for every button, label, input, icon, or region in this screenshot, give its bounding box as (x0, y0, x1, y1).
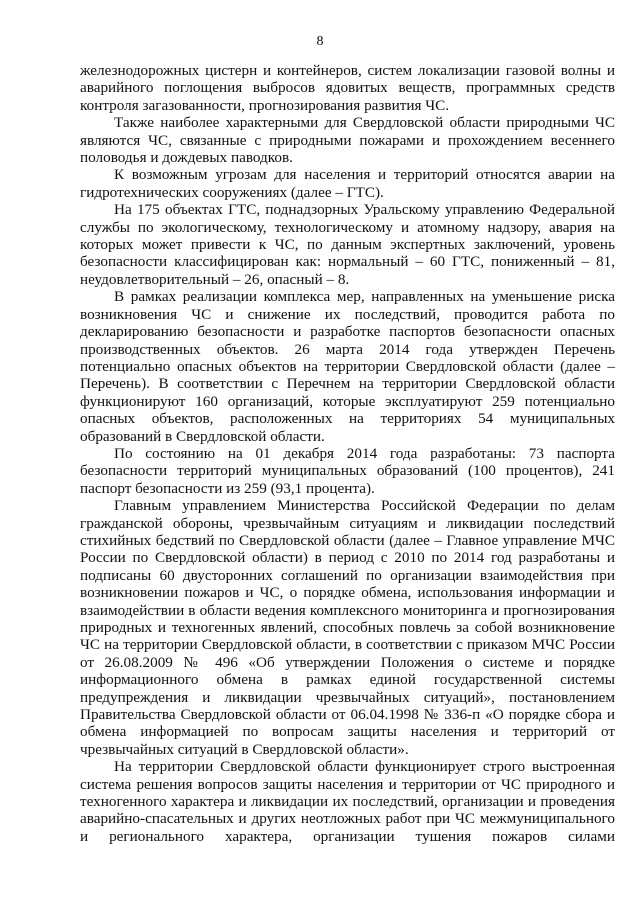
paragraph-gts-objects: На 175 объектах ГТС, поднадзорных Уральскому управлению Федеральной службы по экологическому, технологическому и атомному надзору, авария на которых может привести к ЧС, по данным экспертных заключений, уровень безопасности классифицирован как: нормальный – 60 ГТС, пониженный – 81, неудовлетворительный – 26, опасный – 8. (80, 201, 615, 288)
paragraph-hydraulic-threats: К возможным угрозам для населения и территорий относятся аварии на гидротехнических сооружениях (далее – ГТС). (80, 166, 615, 201)
paragraph-safety-passports: По состоянию на 01 декабря 2014 года разработаны: 73 паспорта безопасности территорий муниципальных образований (100 процентов), 241 паспорт безопасности из 259 (93,1 процента). (80, 444, 615, 497)
page-number: 8 (316, 34, 324, 49)
paragraph-protection-system: На территории Свердловской области функционирует строго выстроенная система решения вопросов защиты населения и территории от ЧС природного и техногенного характера и ликвидации их последствий, организации и проведения аварийно-спасательных и других неотложных работ при ЧС межмуниципального и регионального характера, организации тушения пожаров силами (80, 758, 615, 845)
document-body (80, 62, 615, 845)
paragraph-natural-emergencies: Также наиболее характерными для Свердловской области природными ЧС являются ЧС, связанные с природными пожарами и прохождением весеннего половодья и дождевых паводков. (80, 114, 615, 167)
paragraph-agreements: Главным управлением Министерства Российской Федерации по делам гражданской обороны, чрезвычайным ситуациям и ликвидации последствий стихийных бедствий по Свердловской области (далее – Главное управление МЧС России по Свердловской области) в период с 2010 по 2014 год разработаны и подписаны 60 двусторонних соглашений по организации взаимодействия при возникновении пожаров и ЧС, о порядке обмена, использования информации и взаимодействии в области ведения комплексного мониторинга и прогнозирования природных и техногенных явлений, способных повлечь за собой возникновение ЧС на территории Свердловской области, в соответствии с приказом МЧС России от 26.08.2009 № 496 «Об утверждении Положения о системе и порядке информационного обмена в рамках единой государственной системы предупреждения и ликвидации чрезвычайных ситуаций», постановлением Правительства Свердловской области от 06.04.1998 № 336-п «О порядке сбора и обмена информацией по вопросам защиты населения и территорий от чрезвычайных ситуаций в Свердловской области». (80, 497, 615, 758)
paragraph-continuation: железнодорожных цистерн и контейнеров, систем локализации газовой волны и аварийного поглощения выбросов ядовитых веществ, программных средств контроля загазованности, прогнозирования развития ЧС. (80, 62, 615, 114)
paragraph-risk-measures: В рамках реализации комплекса мер, направленных на уменьшение риска возникновения ЧС и снижение их последствий, проводится работа по декларированию безопасности и разработке паспортов безопасности опасных производственных объектов. 26 марта 2014 года утвержден Перечень потенциально опасных объектов на территории Свердловской области (далее – Перечень). В соответствии с Перечнем на территории Свердловской области функционируют 160 организаций, которые эксплуатируют 259 потенциально опасных объектов, расположенных на территориях 54 муниципальных образований в Свердловской области. (80, 288, 615, 445)
